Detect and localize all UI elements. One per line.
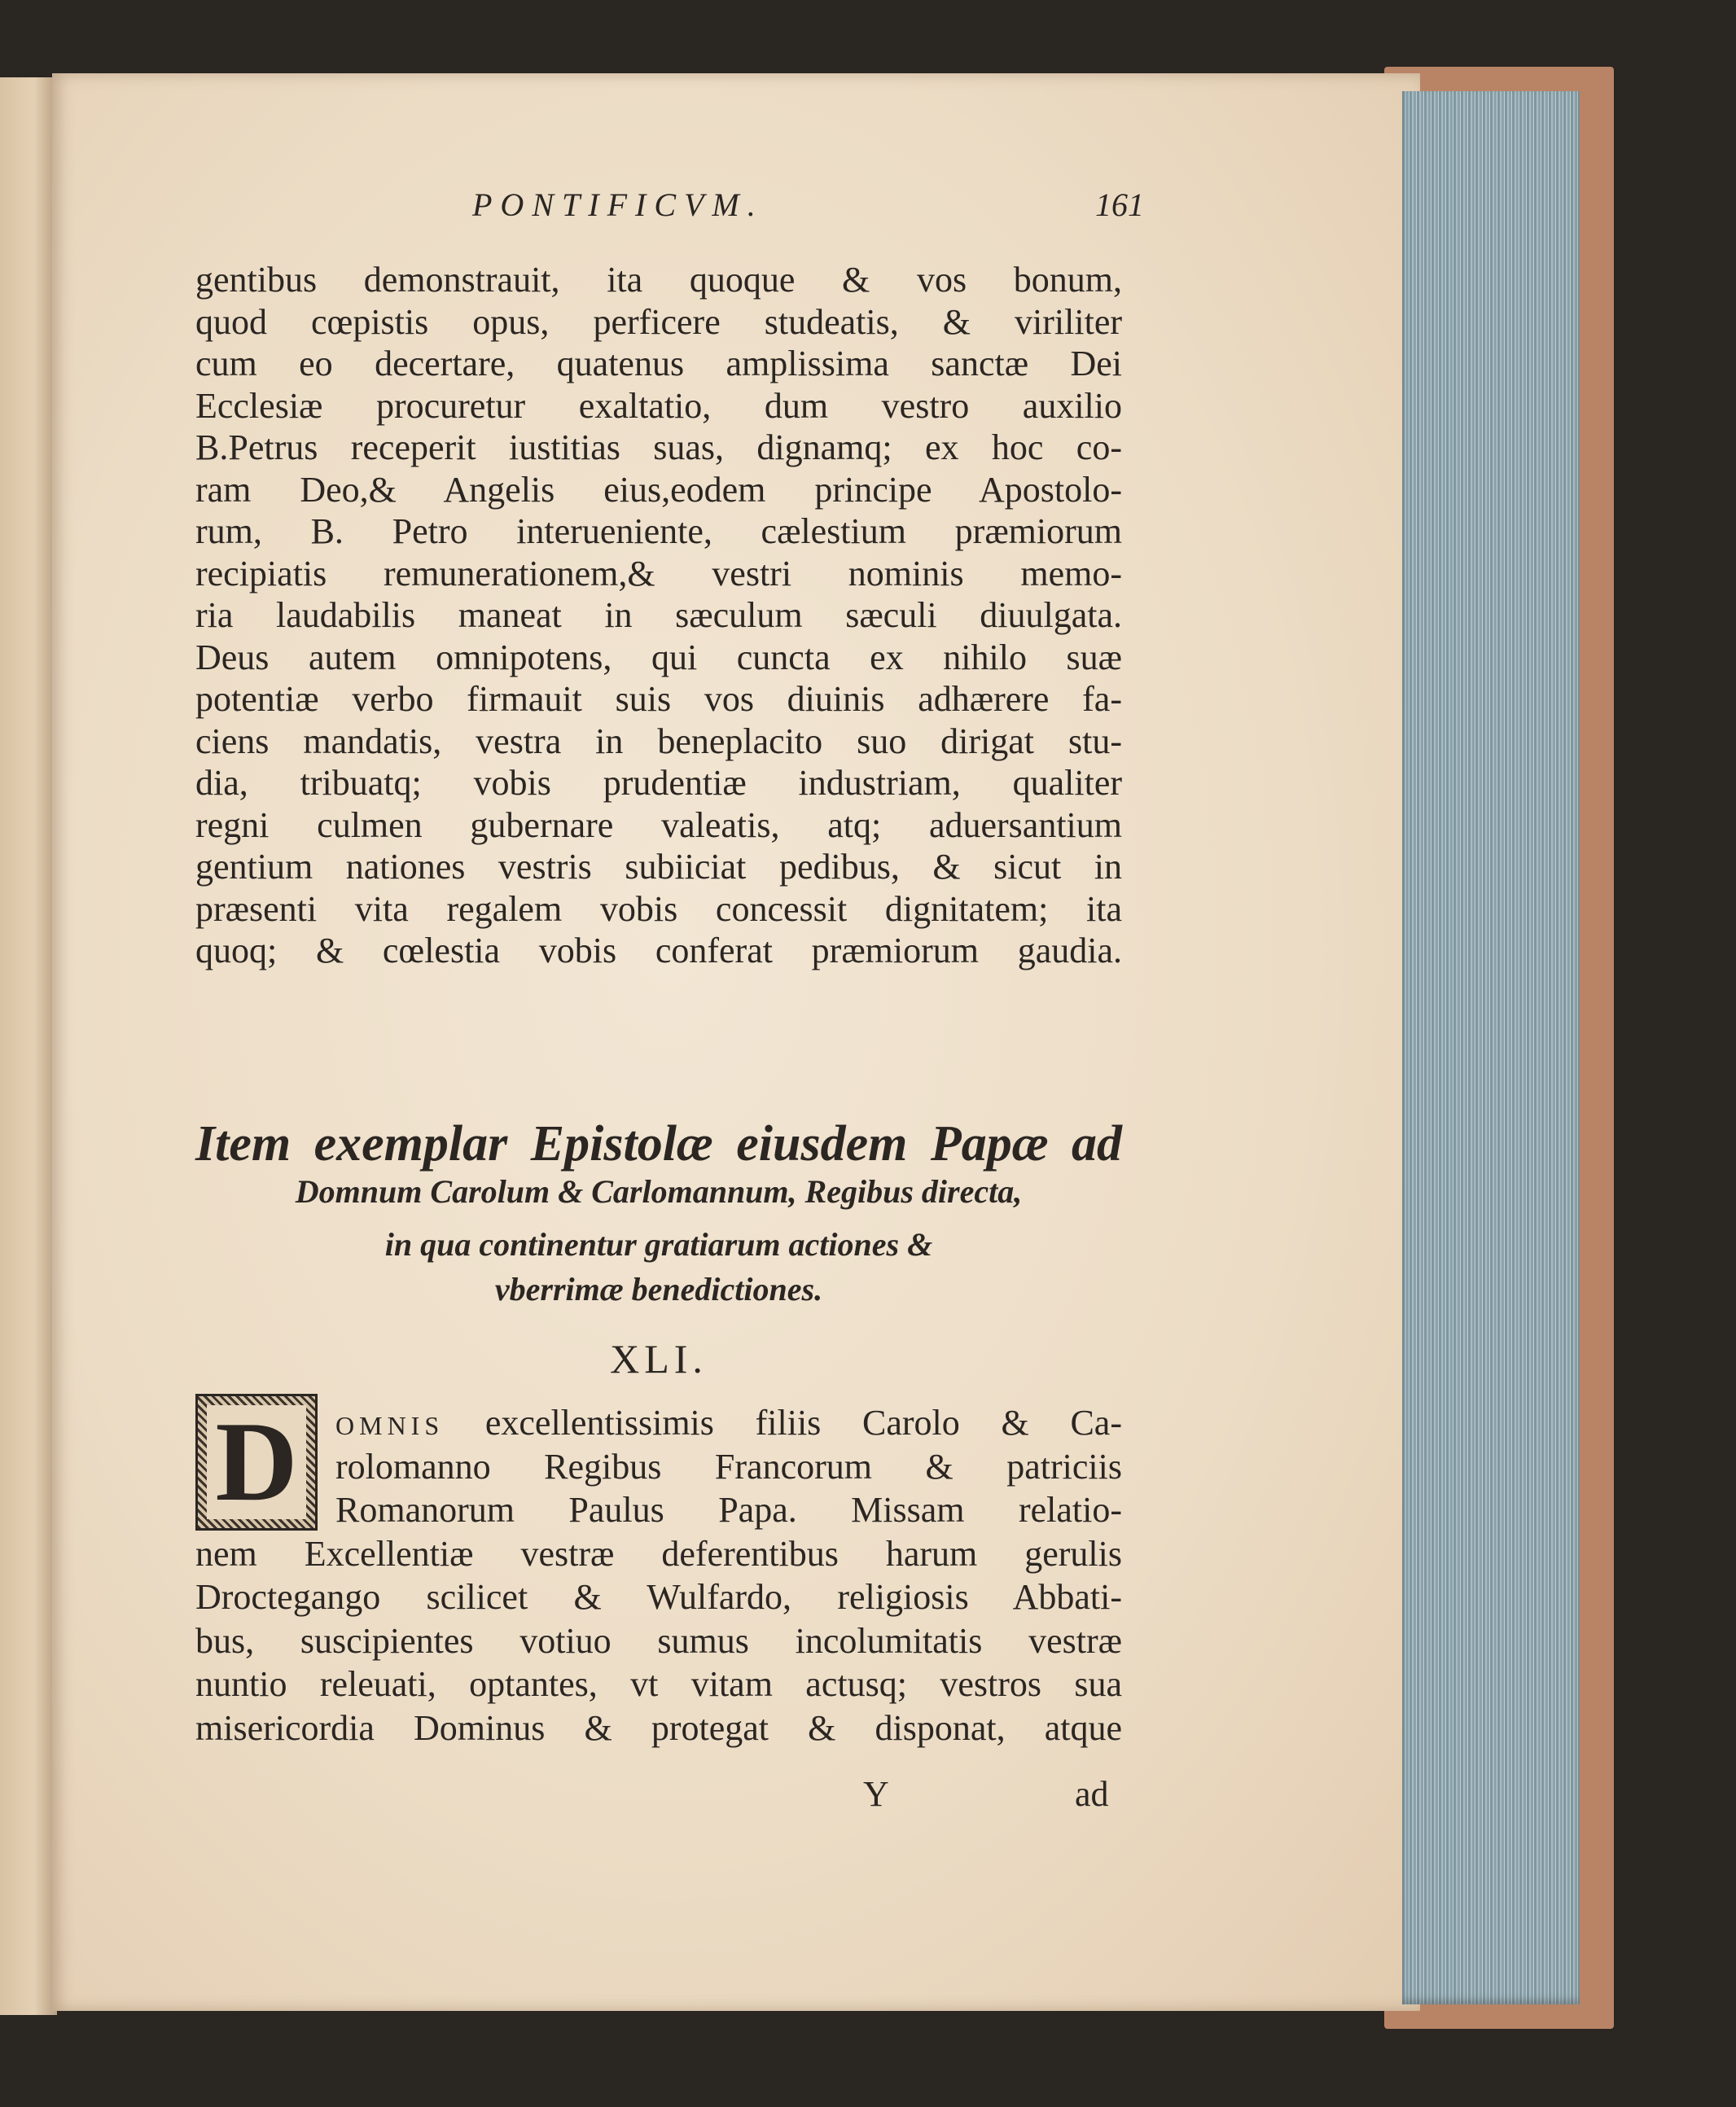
catchword: ad <box>1075 1774 1109 1814</box>
text-line: bus, suscipientes votiuo sumus incolumitatis vestræ <box>195 1620 1122 1661</box>
text-line: gentium nationes vestris subiiciat pedibus, & sicut in <box>195 847 1122 887</box>
text-line: Romanorum Paulus Papa. Missam relatio- <box>335 1490 1122 1530</box>
text-line <box>335 1402 1122 1447</box>
text-line: potentiæ verbo firmauit suis vos diuinis adhærere fa- <box>195 679 1122 719</box>
text-line: B.Petrus receperit iustitias suas, dignamq; ex hoc co- <box>195 427 1122 467</box>
text-line: ria laudabilis maneat in sæculum sæculi diuulgata. <box>195 595 1122 635</box>
text-line: quod cœpistis opus, perficere studeatis, & viriliter <box>195 301 1122 342</box>
text-line: Droctegango scilicet & Wulfardo, religiosis Abbati- <box>195 1577 1122 1617</box>
text-line: ciens mandatis, vestra in beneplacito suo dirigat stu- <box>195 721 1122 761</box>
text-line: præsenti vita regalem vobis concessit dignitatem; ita <box>195 888 1122 929</box>
text-line: rum, B. Petro interueniente, cælestium præmiorum <box>195 511 1122 551</box>
text-line-rest: excellentissimis filiis Carolo & Ca- <box>444 1403 1122 1443</box>
text-line: regni culmen gubernare valeatis, atq; aduersantium <box>195 804 1122 845</box>
signature-mark: Y <box>863 1774 889 1814</box>
text-line: gentibus demonstrauit, ita quoque & vos bonum, <box>195 260 1122 300</box>
text-line: quoq; & cœlestia vobis conferat præmiorum gaudia. <box>195 931 1122 970</box>
decorated-initial <box>195 1394 318 1531</box>
text-line: misericordia Dominus & protegat & disponat, atque <box>195 1707 1122 1748</box>
text-line: ram Deo,& Angelis eius,eodem principe Apostolo- <box>195 469 1122 510</box>
drop-cap-letter: D <box>207 1405 305 1519</box>
text-line: Deus autem omnipotens, qui cuncta ex nihilo suæ <box>195 637 1122 677</box>
text-line: nem Excellentiæ vestræ deferentibus harum gerulis <box>195 1533 1122 1574</box>
section-subheading-line: Domnum Carolum & Carlomannum, Regibus directa, <box>295 1173 1023 1210</box>
text-line: recipiatis remunerationem,& vestri nominis memo- <box>195 553 1122 594</box>
opening-word: OMNIS <box>335 1411 445 1440</box>
section-heading: Item exemplar Epistolæ eiusdem Papæ ad <box>195 1116 1122 1172</box>
text-line: cum eo decertare, quatenus amplissima sanctæ Dei <box>195 344 1122 383</box>
text-line: rolomanno Regibus Francorum & patriciis <box>335 1446 1122 1487</box>
text-line: dia, tribuatq; vobis prudentiæ industriam, qualiter <box>195 763 1122 803</box>
section-subheading-line: in qua continentur gratiarum actiones & <box>384 1226 933 1263</box>
section-subheading-line: vberrimæ benedictiones. <box>494 1271 823 1308</box>
chapter-number: XLI. <box>610 1336 708 1382</box>
previous-page-edge <box>0 77 57 2015</box>
page-number: 161 <box>1095 186 1144 223</box>
page-stack-edges <box>1402 91 1580 2004</box>
running-head: PONTIFICVM. <box>472 186 764 223</box>
text-line: nuntio releuati, optantes, vt vitam actusq; vestros sua <box>195 1664 1122 1704</box>
text-line: Ecclesiæ procuretur exaltatio, dum vestro auxilio <box>195 385 1122 426</box>
